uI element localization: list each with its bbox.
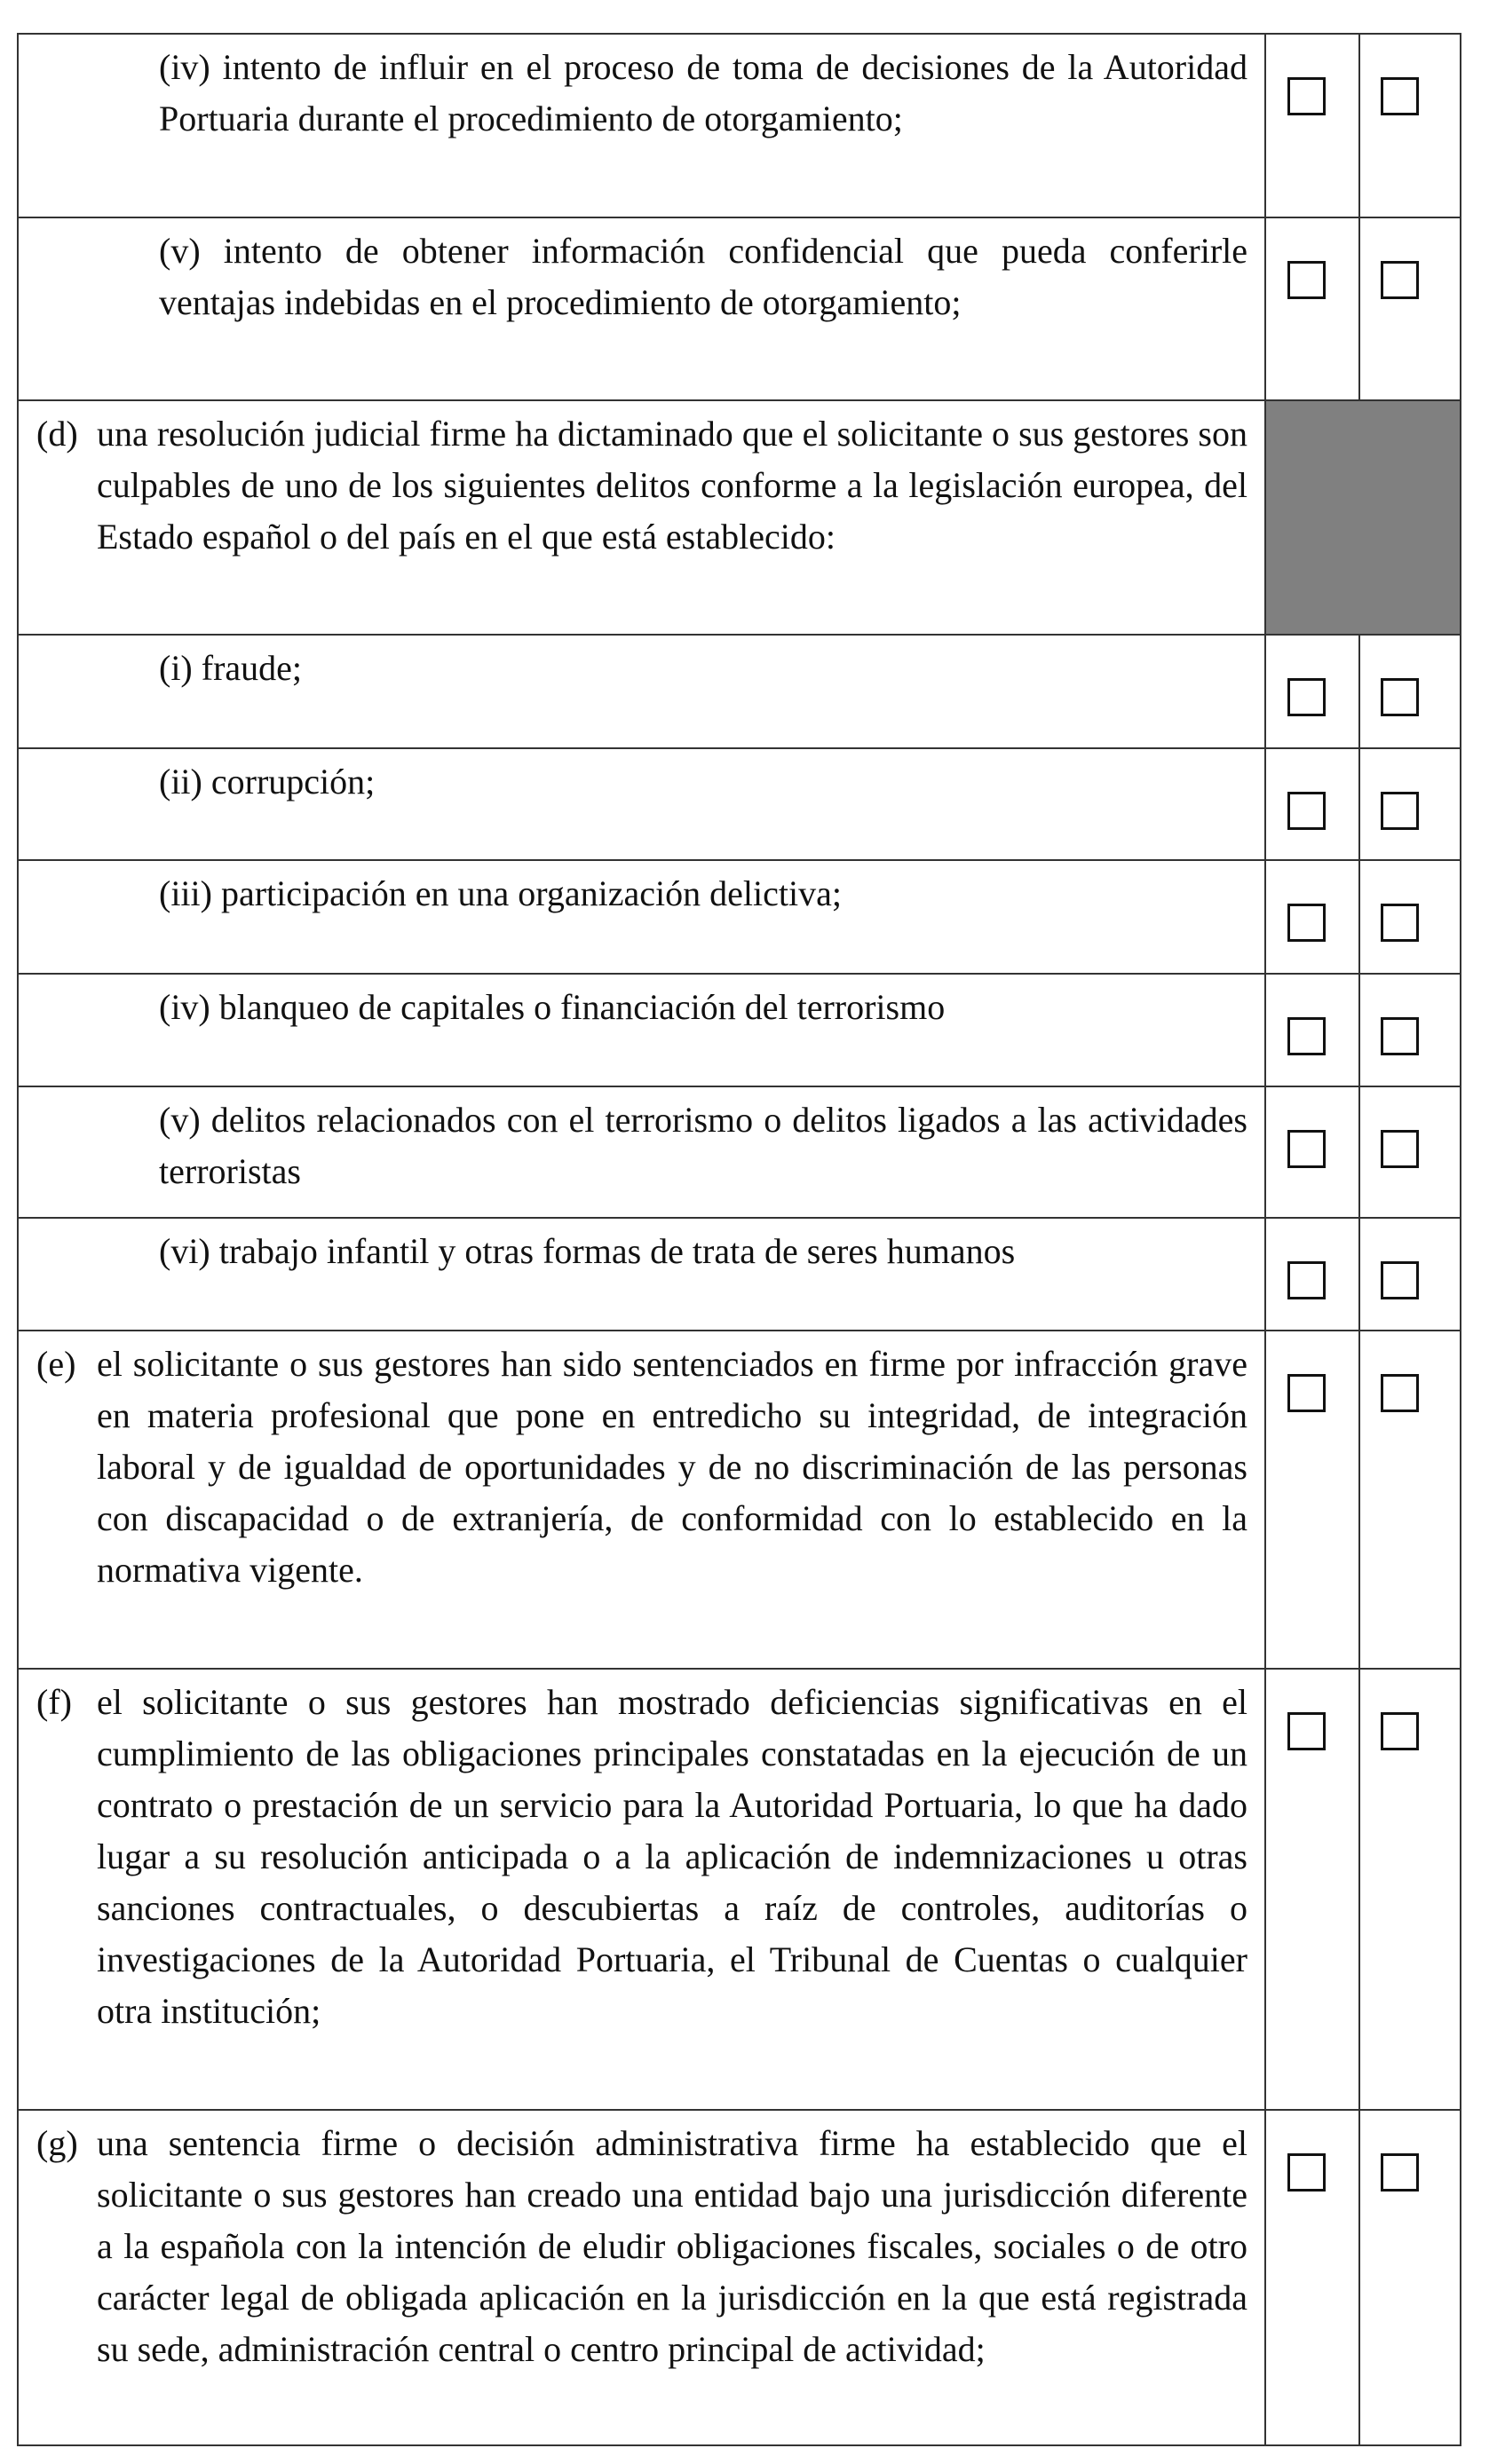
- checkbox-no[interactable]: [1381, 77, 1419, 115]
- item-text: blanqueo de capitales o financiación del terrorismo: [218, 987, 946, 1027]
- item-label: (iv): [159, 987, 210, 1027]
- table-row-d-iii: [19, 861, 1460, 975]
- item-text: una resolución judicial firme ha dictaminado que el solicitante o sus gestores son culpables de uno de los siguientes delitos conforme a la legislación europea, del Estado español o del país en el que está establecido:: [97, 414, 1247, 557]
- checkbox-no[interactable]: [1381, 792, 1419, 830]
- criterion-text: [159, 868, 1247, 920]
- checkbox-yes[interactable]: [1287, 1374, 1326, 1412]
- checkbox-yes[interactable]: [1287, 678, 1326, 716]
- criterion-text: [159, 225, 1247, 328]
- criterion-text-cell: [19, 975, 1266, 1086]
- item-text: intento de influir en el proceso de toma de decisiones de la Autoridad Portuaria durante el procedimiento de otorgamiento;: [159, 47, 1247, 138]
- item-text: fraude;: [201, 648, 303, 688]
- checkbox-no[interactable]: [1381, 2153, 1419, 2192]
- table-row-d-v: [19, 1087, 1460, 1219]
- table-row-f: [19, 1670, 1460, 2111]
- yes-cell: [1266, 636, 1360, 747]
- checkbox-no[interactable]: [1381, 1130, 1419, 1168]
- table-row-d: [19, 401, 1460, 636]
- yes-cell: [1266, 1219, 1360, 1330]
- criterion-text-cell: [19, 636, 1266, 747]
- item-label: (g): [36, 2123, 78, 2163]
- yes-cell: [1266, 218, 1360, 399]
- yes-cell: [1266, 975, 1360, 1086]
- item-label: (v): [159, 231, 201, 271]
- item-label: (iii): [159, 873, 212, 913]
- no-cell: [1360, 1331, 1460, 1668]
- yes-cell: [1266, 1087, 1360, 1217]
- criterion-text: [159, 42, 1247, 145]
- item-text: una sentencia firme o decisión administrativa firme ha establecido que el solicitante o sus gestores han creado una entidad bajo una jurisdicción diferente a la española con la intención de eludir obligaciones fiscales, sociales o de otro carácter legal de obligada aplicación en la jurisdicción en la que está registrada su sede, administración central o centro principal de actividad;: [97, 2123, 1247, 2369]
- item-label: (ii): [159, 762, 202, 802]
- checkbox-yes[interactable]: [1287, 1712, 1326, 1750]
- yes-cell: [1266, 1331, 1360, 1668]
- no-cell: [1360, 1087, 1460, 1217]
- item-text: corrupción;: [210, 762, 376, 802]
- checkbox-yes[interactable]: [1287, 904, 1326, 942]
- item-text: trabajo infantil y otras formas de trata de seres humanos: [218, 1231, 1016, 1271]
- table-row-d-iv: [19, 975, 1460, 1087]
- checkbox-yes[interactable]: [1287, 77, 1326, 115]
- table-row-d-vi: [19, 1219, 1460, 1331]
- checkbox-yes[interactable]: [1287, 792, 1326, 830]
- item-label: (e): [36, 1344, 76, 1384]
- no-cell: [1360, 35, 1460, 217]
- shaded-cell: [1266, 401, 1460, 634]
- item-text: el solicitante o sus gestores han sido sentenciados en firme por infracción grave en materia profesional que pone en entredicho su integridad, de integración laboral y de igualdad de oportunidades y de no discriminación de las personas con discapacidad o de extranjería, de conformidad con lo establecido en la normativa vigente.: [97, 1344, 1247, 1590]
- criterion-text: [159, 756, 1247, 808]
- table-row-e: [19, 1331, 1460, 1670]
- item-label: (f): [36, 1682, 72, 1722]
- checkbox-no[interactable]: [1381, 261, 1419, 299]
- criterion-text: [159, 1226, 1247, 1277]
- checkbox-yes[interactable]: [1287, 2153, 1326, 2192]
- criterion-text-cell: [19, 1219, 1266, 1330]
- checkbox-no[interactable]: [1381, 678, 1419, 716]
- checkbox-no[interactable]: [1381, 1017, 1419, 1055]
- no-cell: [1360, 218, 1460, 399]
- checkbox-no[interactable]: [1381, 1374, 1419, 1412]
- item-text: intento de obtener información confidencial que pueda conferirle ventajas indebidas en el procedimiento de otorgamiento;: [159, 231, 1247, 322]
- table-row-g: [19, 2111, 1460, 2444]
- item-label: (i): [159, 648, 193, 688]
- criterion-text-cell: [19, 2111, 1266, 2444]
- yes-cell: [1266, 2111, 1360, 2444]
- item-label: (d): [36, 414, 78, 454]
- checkbox-yes[interactable]: [1287, 1261, 1326, 1299]
- criterion-text: [159, 982, 1247, 1033]
- table-row-c-iv: [19, 35, 1460, 218]
- item-label: (v): [159, 1100, 201, 1140]
- no-cell: [1360, 749, 1460, 859]
- no-cell: [1360, 1670, 1460, 2109]
- checkbox-yes[interactable]: [1287, 1130, 1326, 1168]
- no-cell: [1360, 975, 1460, 1086]
- item-text: el solicitante o sus gestores han mostrado deficiencias significativas en el cumplimiento de las obligaciones principales constatadas en la ejecución de un contrato o prestación de un servicio para la Autoridad Portuaria, lo que ha dado lugar a su resolución anticipada o a la aplicación de indemnizaciones u otras sanciones contractuales, o descubiertas a raíz de controles, auditorías o investigaciones de la Autoridad Portuaria, el Tribunal de Cuentas o cualquier otra institución;: [97, 1682, 1247, 2031]
- yes-cell: [1266, 1670, 1360, 2109]
- item-text: delitos relacionados con el terrorismo o delitos ligados a las actividades terroristas: [159, 1100, 1247, 1191]
- criterion-text-cell: [19, 861, 1266, 973]
- yes-cell: [1266, 749, 1360, 859]
- item-text: participación en una organización delictiva;: [220, 873, 842, 913]
- checkbox-no[interactable]: [1381, 1261, 1419, 1299]
- criterion-text-cell: [19, 35, 1266, 217]
- criterion-text-cell: [19, 1087, 1266, 1217]
- criterion-text-cell: [19, 218, 1266, 399]
- exclusion-criteria-table: [17, 33, 1461, 2446]
- checkbox-no[interactable]: [1381, 1712, 1419, 1750]
- item-label: (vi): [159, 1231, 210, 1271]
- checkbox-yes[interactable]: [1287, 1017, 1326, 1055]
- criterion-text-cell: [19, 749, 1266, 859]
- no-cell: [1360, 1219, 1460, 1330]
- checkbox-no[interactable]: [1381, 904, 1419, 942]
- yes-cell: [1266, 861, 1360, 973]
- criterion-text-cell: [19, 1331, 1266, 1668]
- table-row-d-i: [19, 636, 1460, 749]
- criterion-text: [159, 643, 1247, 694]
- table-row-c-v: [19, 218, 1460, 401]
- no-cell: [1360, 861, 1460, 973]
- checkbox-yes[interactable]: [1287, 261, 1326, 299]
- table-row-d-ii: [19, 749, 1460, 861]
- item-label: (iv): [159, 47, 210, 87]
- criterion-text-cell: [19, 1670, 1266, 2109]
- criterion-text: [159, 1094, 1247, 1197]
- yes-cell: [1266, 35, 1360, 217]
- criterion-text-cell: [19, 401, 1266, 634]
- no-cell: [1360, 636, 1460, 747]
- no-cell: [1360, 2111, 1460, 2444]
